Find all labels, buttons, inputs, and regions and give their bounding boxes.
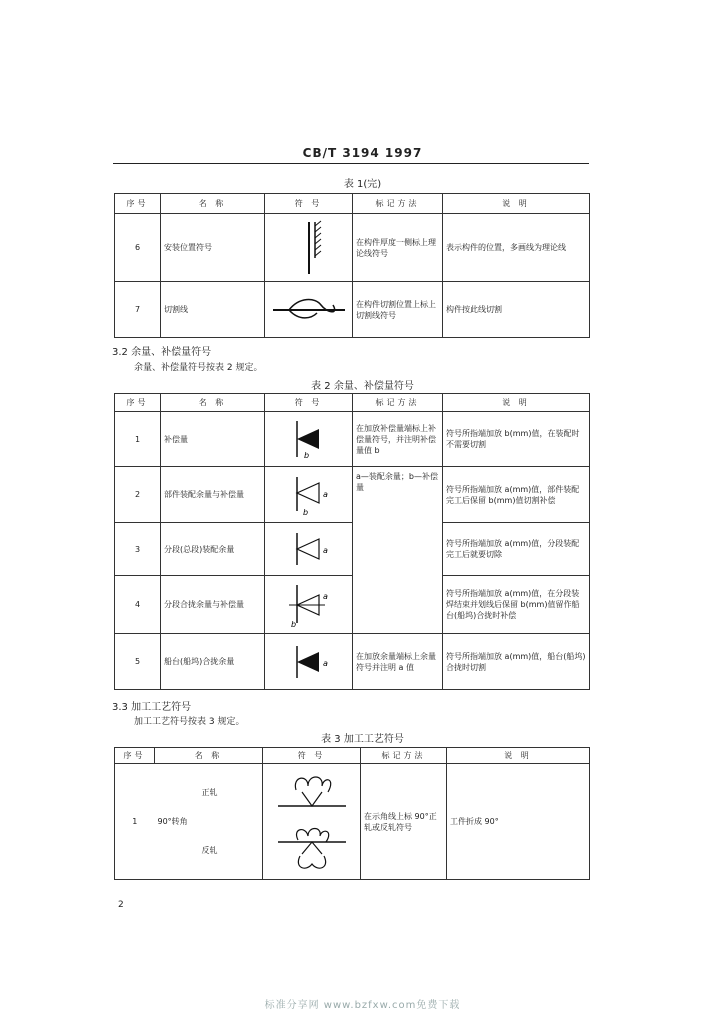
- table-row: [115, 634, 590, 690]
- row-desc: 表示构件的位置，多画线为理论线: [443, 214, 590, 282]
- row-method: 在示角线上标 90°正轧或反轧符号: [361, 764, 447, 880]
- compensation-icon: [279, 417, 339, 461]
- cut-line-icon: [271, 295, 347, 325]
- reverse-rolling-icon: [272, 824, 352, 876]
- table1-caption: 表 1(完): [343, 179, 382, 190]
- table3-header-row: [115, 748, 590, 764]
- install-position-symbol: [265, 214, 353, 282]
- row-no: 5: [115, 634, 161, 690]
- row-no: 6: [115, 214, 161, 282]
- row-name: 切割线: [161, 282, 265, 338]
- row-no: 1: [115, 764, 155, 880]
- section-heading-3-2: 3.2 余量、补偿量符号: [112, 347, 212, 358]
- install-position-icon: [279, 218, 339, 278]
- sym-label-b: b: [302, 507, 308, 517]
- standard-number: CB/T 3194 1997: [302, 146, 423, 160]
- table-row: [115, 412, 590, 467]
- row-no: 4: [115, 576, 161, 634]
- row-desc: 符号所指端加放 a(mm)值，分段装配完工后就要切除: [443, 523, 590, 576]
- table1-header-row: [115, 194, 590, 214]
- table-row: [115, 214, 590, 282]
- row-method: 在加放补偿量端标上补偿量符号，并注明补偿量值 b: [353, 412, 443, 467]
- col-no: 序号: [115, 394, 161, 412]
- row-method: a—装配余量；b—补偿量: [353, 467, 443, 634]
- table-row: [115, 576, 590, 634]
- col-symbol: 符 号: [265, 394, 353, 412]
- sym-label-b: b: [303, 451, 309, 460]
- col-desc: 说 明: [443, 394, 590, 412]
- reverse-rolling-symbol: [263, 822, 361, 880]
- sym-label-b: b: [290, 619, 296, 629]
- section-heading-3-3: 3.3 加工工艺符号: [112, 702, 192, 713]
- col-name: 名 称: [155, 748, 263, 764]
- col-method: 标记方法: [353, 394, 443, 412]
- block-allowance-symbol: [265, 523, 353, 576]
- col-no: 序号: [115, 748, 155, 764]
- allowance-icon: [279, 529, 339, 569]
- row-desc: 符号所指端加放 a(mm)值，部件装配完工后保留 b(mm)值切割补偿: [443, 467, 590, 523]
- forward-rolling-icon: [272, 768, 352, 818]
- sym-label-a: a: [322, 658, 328, 668]
- header-rule: [113, 163, 589, 164]
- row-name: 补偿量: [161, 412, 265, 467]
- table-row: [115, 467, 590, 523]
- page-number: 2: [118, 900, 124, 910]
- dock-allowance-symbol: [265, 634, 353, 690]
- col-method: 标记方法: [353, 194, 443, 214]
- col-desc: 说 明: [447, 748, 590, 764]
- row-name: 部件装配余量与补偿量: [161, 467, 265, 523]
- col-method: 标记方法: [361, 748, 447, 764]
- table-row: [115, 523, 590, 576]
- row-method: 在构件厚度一侧标上理论线符号: [353, 214, 443, 282]
- row-desc: 构件按此线切割: [443, 282, 590, 338]
- col-symbol: 符 号: [263, 748, 361, 764]
- row-no: 1: [115, 412, 161, 467]
- section-para-3-3: 加工工艺符号按表 3 规定。: [134, 717, 245, 727]
- table-row: [115, 764, 590, 822]
- dock-allowance-icon: [279, 642, 339, 682]
- assembly-allowance-symbol: [265, 467, 353, 523]
- table2-header-row: [115, 394, 590, 412]
- row-desc: 符号所指端加放 b(mm)值，在装配时不需要切割: [443, 412, 590, 467]
- col-no: 序号: [115, 194, 161, 214]
- allowance-compensation-icon: [279, 581, 339, 629]
- row-name: 安装位置符号: [161, 214, 265, 282]
- table1: [114, 193, 590, 338]
- row-desc: 符号所指端加放 a(mm)值，在分段装焊结束并划线后保留 b(mm)值留作船台(船坞)合拢时补偿: [443, 576, 590, 634]
- row-name: 船台(船坞)合拢余量: [161, 634, 265, 690]
- sym-label-a: a: [322, 489, 328, 499]
- row-no: 2: [115, 467, 161, 523]
- table3: [114, 747, 590, 880]
- col-desc: 说 明: [443, 194, 590, 214]
- table2: [114, 393, 590, 690]
- section-para-3-2: 余量、补偿量符号按表 2 规定。: [134, 363, 263, 373]
- watermark: 标准分享网 www.bzfxw.com免费下载: [264, 1000, 461, 1011]
- table2-caption: 表 2 余量、补偿量符号: [311, 381, 414, 392]
- compensation-symbol: [265, 412, 353, 467]
- row-desc: 工件折成 90°: [447, 764, 590, 880]
- col-name: 名 称: [161, 394, 265, 412]
- row-name: 分段(总段)装配余量: [161, 523, 265, 576]
- sym-label-a: a: [322, 591, 328, 601]
- table3-caption: 表 3 加工工艺符号: [321, 734, 404, 745]
- row-desc: 符号所指端加放 a(mm)值，船台(船坞)合拢时切割: [443, 634, 590, 690]
- row-method: 在加放余量端标上余量符号并注明 a 值: [353, 634, 443, 690]
- row-method: 在构件切割位置上标上切割线符号: [353, 282, 443, 338]
- sub-reverse-rolling: 反轧: [199, 822, 263, 880]
- forward-rolling-symbol: [263, 764, 361, 822]
- table-row: [115, 282, 590, 338]
- row-name: 分段合拢余量与补偿量: [161, 576, 265, 634]
- col-name: 名 称: [161, 194, 265, 214]
- sub-forward-rolling: 正轧: [199, 764, 263, 822]
- sym-label-a: a: [322, 546, 328, 555]
- row-name: 90°转角: [155, 764, 199, 880]
- row-no: 3: [115, 523, 161, 576]
- col-symbol: 符 号: [265, 194, 353, 214]
- row-no: 7: [115, 282, 161, 338]
- erection-allowance-symbol: [265, 576, 353, 634]
- allowance-compensation-icon: [279, 473, 339, 517]
- cut-line-symbol: [265, 282, 353, 338]
